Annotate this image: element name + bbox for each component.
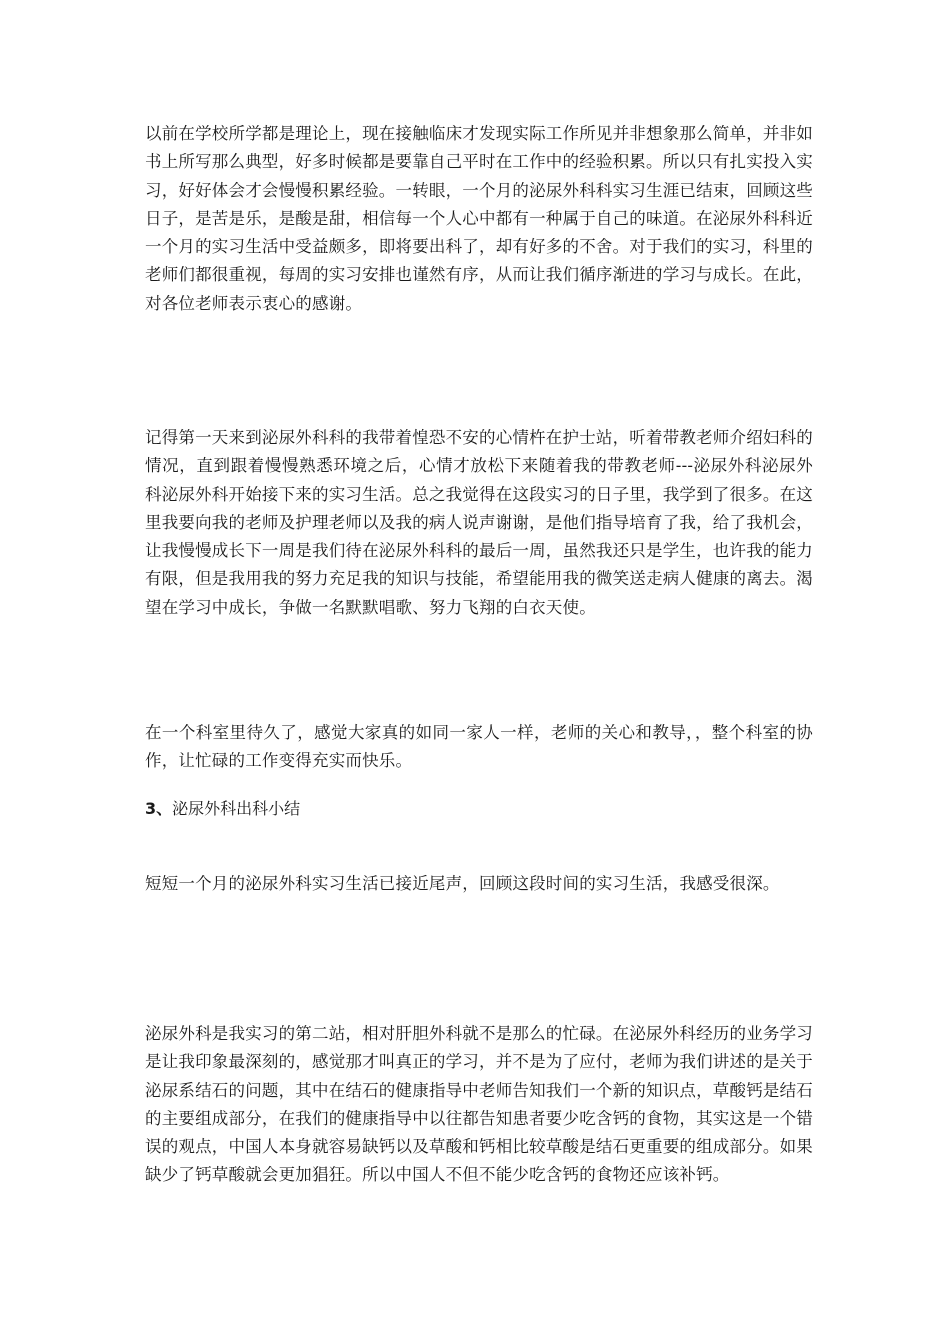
section-number: 3、: [145, 799, 173, 818]
section-heading: [145, 795, 813, 823]
section-title: 泌尿外科出科小结: [172, 799, 301, 818]
paragraph-first-day: 记得第一天来到泌尿外科科的我带着惶恐不安的心情杵在护士站，听着带教老师介绍妇科的情况，直到跟着慢慢熟悉环境之后，心情才放松下来随着我的带教老师---泌尿外科泌尿外科泌尿外科开始接下来的实习生活。总之我觉得在这段实习的日子里，我学到了很多。在这里我要向我的老师及护理老师以及我的病人说声谢谢，是他们指导培育了我，给了我机会，让我慢慢成长下一周是我们待在泌尿外科科的最后一周，虽然我还只是学生，也许我的能力有限，但是我用我的努力充足我的知识与技能，希望能用我的微笑送走病人健康的离去。渴望在学习中成长，争做一名默默唱歌、努力飞翔的白衣天使。: [145, 428, 813, 617]
paragraph-second-station: 泌尿外科是我实习的第二站，相对肝胆外科就不是那么的忙碌。在泌尿外科经历的业务学习是让我印象最深刻的，感觉那才叫真正的学习，并不是为了应付，老师为我们讲述的是关于泌尿系结石的问题，其中在结石的健康指导中老师告知我们一个新的知识点，草酸钙是结石的主要组成部分，在我们的健康指导中以往都告知患者要少吃含钙的食物，其实这是一个错误的观点，中国人本身就容易缺钙以及草酸和钙相比较草酸是结石更重要的组成部分。如果缺少了钙草酸就会更加猖狂。所以中国人不但不能少吃含钙的食物还应该补钙。: [145, 1024, 813, 1185]
paragraph-department-family: 在一个科室里待久了，感觉大家真的如同一家人一样，老师的关心和教导，，整个科室的协作，让忙碌的工作变得充实而快乐。: [145, 723, 813, 771]
paragraph-summary: 短短一个月的泌尿外科实习生活已接近尾声，回顾这段时间的实习生活，我感受很深。: [145, 874, 780, 893]
paragraph-intro: 以前在学校所学都是理论上，现在接触临床才发现实际工作所见并非想象那么简单，并非如书上所写那么典型，好多时候都是要靠自己平时在工作中的经验积累。所以只有扎实投入实习，好好体会才会慢慢积累经验。一转眼，一个月的泌尿外科科实习生涯已结束，回顾这些日子，是苦是乐，是酸是甜，相信每一个人心中都有一种属于自己的味道。在泌尿外科科近一个月的实习生活中受益颇多，即将要出科了，却有好多的不舍。对于我们的实习，科里的老师们都很重视，每周的实习安排也谨然有序，从而让我们循序渐进的学习与成长。在此，对各位老师表示衷心的感谢。: [145, 124, 813, 313]
